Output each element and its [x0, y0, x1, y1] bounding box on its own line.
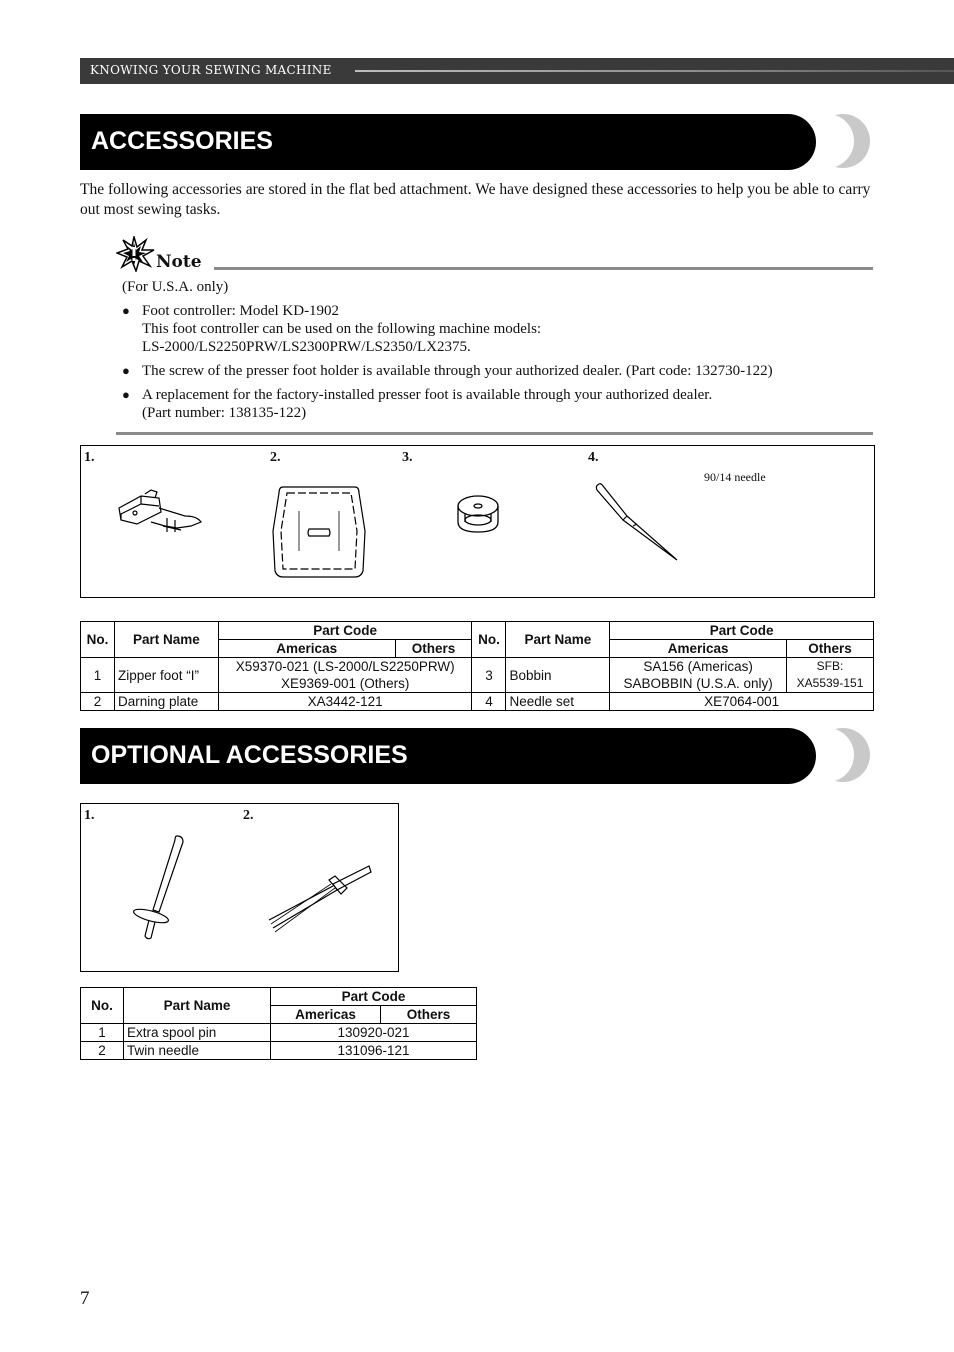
darning-plate-icon [269, 481, 369, 581]
cell-no: 2 [81, 1042, 124, 1060]
cell-line: SABOBBIN (U.S.A. only) [623, 676, 773, 691]
table-row [81, 693, 874, 711]
header-rule [355, 70, 954, 72]
note-line: (Part number: 138135-122) [142, 405, 307, 421]
cell-part-name: Bobbin [506, 658, 610, 693]
col-header: Others [395, 640, 472, 658]
cell-part-name: Darning plate [114, 693, 218, 711]
spool-pin-icon [125, 832, 195, 947]
cell-part-code: XA3442-121 [218, 693, 472, 711]
optional-figure [80, 803, 399, 972]
col-header: Part Code [271, 988, 477, 1006]
accessories-parts-table [80, 621, 874, 711]
section-banner-optional [80, 728, 816, 784]
col-header: Others [787, 640, 874, 658]
note-line: A replacement for the factory-installed presser foot is available through your authorized dealer. [142, 387, 713, 403]
figure-number: 2. [270, 450, 281, 465]
cell-no: 1 [81, 1024, 124, 1042]
note-bullet [122, 386, 882, 422]
cell-line: XE9369-001 (Others) [281, 676, 410, 691]
section-title: OPTIONAL ACCESSORIES [91, 741, 408, 769]
note-line: This foot controller can be used on the following machine models: [142, 321, 542, 337]
figure-number: 2. [243, 808, 254, 823]
col-header: Americas [271, 1006, 381, 1024]
cell-line: X59370-021 (LS-2000/LS2250PRW) [235, 659, 455, 674]
note-bullet [122, 302, 882, 356]
cell-no: 3 [472, 658, 506, 693]
bullet-dot-icon: ● [122, 363, 130, 378]
col-header: Others [381, 1006, 477, 1024]
cell-part-name: Extra spool pin [124, 1024, 271, 1042]
col-header: Americas [610, 640, 787, 658]
running-header [80, 58, 954, 84]
bobbin-icon [453, 494, 503, 536]
cell-part-code: 131096-121 [271, 1042, 477, 1060]
cell-line: SA156 (Americas) [643, 659, 753, 674]
cell-part-name: Zipper foot “I” [114, 658, 218, 693]
cell-line: XA5539-151 [796, 676, 864, 690]
cell-americas [610, 658, 787, 693]
note-line: The screw of the presser foot holder is available through your authorized dealer. (Part code: 132730-122) [142, 363, 773, 379]
col-header: Part Code [218, 622, 472, 640]
cell-part-code [218, 658, 472, 693]
page-number: 7 [80, 1288, 90, 1309]
cell-no: 2 [81, 693, 115, 711]
bullet-dot-icon: ● [122, 303, 130, 318]
note-body [122, 278, 882, 428]
cell-part-code: 130920-021 [271, 1024, 477, 1042]
figure-number: 1. [84, 808, 95, 823]
needle-size-label: 90/14 needle [704, 470, 766, 484]
col-header: No. [81, 988, 124, 1024]
note-line: LS-2000/LS2250PRW/LS2300PRW/LS2350/LX2375. [142, 339, 471, 355]
note-scope: (For U.S.A. only) [122, 279, 229, 295]
figure-number: 4. [588, 450, 599, 465]
note-icon [116, 236, 156, 272]
note-bottom-rule [116, 432, 873, 435]
needle-icon [593, 480, 685, 564]
intro-paragraph: The following accessories are stored in the flat bed attachment. We have designed these accessories to help you be able to carry out most sewing tasks. [80, 181, 871, 218]
table-row [81, 658, 874, 693]
table-row [81, 1024, 477, 1042]
col-header: Part Name [506, 622, 610, 658]
col-header: No. [81, 622, 115, 658]
col-header: Americas [218, 640, 395, 658]
figure-number: 1. [84, 450, 95, 465]
col-header: Part Code [610, 622, 874, 640]
section-title: ACCESSORIES [91, 127, 273, 155]
note-divider [214, 267, 873, 270]
twin-needle-icon [263, 862, 373, 934]
table-row [81, 1042, 477, 1060]
zipper-foot-icon [115, 486, 205, 541]
note-line: Foot controller: Model KD-1902 [142, 303, 340, 319]
col-header: No. [472, 622, 506, 658]
cell-part-code: XE7064-001 [610, 693, 874, 711]
cell-part-name: Needle set [506, 693, 610, 711]
table-header-row [81, 988, 477, 1006]
section-banner-accessories [80, 114, 816, 170]
col-header: Part Name [114, 622, 218, 658]
table-header-row [81, 622, 874, 640]
cell-no: 4 [472, 693, 506, 711]
accessories-figure [80, 445, 875, 598]
figure-number: 3. [402, 450, 413, 465]
note-bullet [122, 362, 882, 380]
col-header: Part Name [124, 988, 271, 1024]
cell-part-name: Twin needle [124, 1042, 271, 1060]
cell-no: 1 [81, 658, 115, 693]
bullet-dot-icon: ● [122, 387, 130, 402]
cell-others [787, 658, 874, 693]
cell-line: SFB: [816, 659, 844, 673]
optional-parts-table [80, 987, 477, 1060]
running-header-text: KNOWING YOUR SEWING MACHINE [90, 63, 332, 77]
note-label: Note [156, 252, 202, 272]
